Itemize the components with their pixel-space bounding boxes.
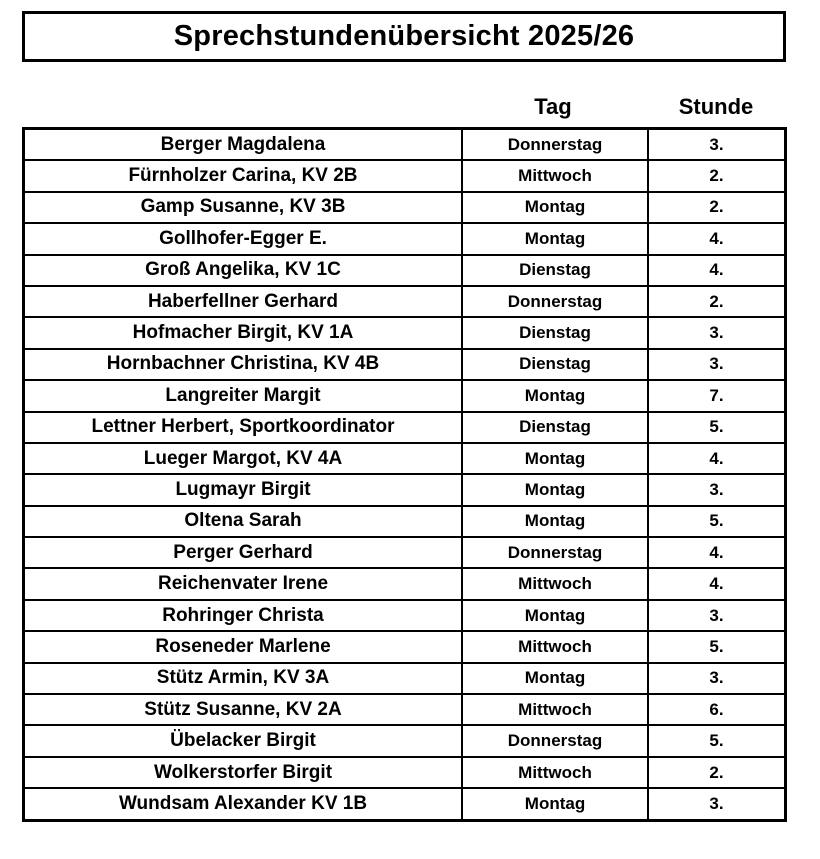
teacher-name-cell: Gollhofer-Egger E.: [24, 223, 463, 254]
teacher-name-cell: Fürnholzer Carina, KV 2B: [24, 160, 463, 191]
teacher-name-cell: Lueger Margot, KV 4A: [24, 443, 463, 474]
table-row: [24, 788, 786, 820]
lesson-hour-cell: 5.: [648, 725, 786, 756]
lesson-hour-cell: 3.: [648, 663, 786, 694]
table-row: [24, 380, 786, 411]
table-row: [24, 349, 786, 380]
weekday-cell: Mittwoch: [462, 694, 648, 725]
teacher-name-cell: Wolkerstorfer Birgit: [24, 757, 463, 788]
schedule-table: [22, 127, 787, 822]
weekday-cell: Montag: [462, 192, 648, 223]
lesson-hour-cell: 5.: [648, 412, 786, 443]
weekday-cell: Donnerstag: [462, 129, 648, 161]
table-row: [24, 600, 786, 631]
teacher-name-cell: Oltena Sarah: [24, 506, 463, 537]
weekday-cell: Donnerstag: [462, 537, 648, 568]
teacher-name-cell: Hofmacher Birgit, KV 1A: [24, 317, 463, 348]
table-row: [24, 506, 786, 537]
lesson-hour-cell: 3.: [648, 600, 786, 631]
table-row: [24, 443, 786, 474]
table-row: [24, 568, 786, 599]
teacher-name-cell: Lugmayr Birgit: [24, 474, 463, 505]
lesson-hour-cell: 4.: [648, 568, 786, 599]
table-row: [24, 694, 786, 725]
lesson-hour-cell: 2.: [648, 160, 786, 191]
table-row: [24, 160, 786, 191]
lesson-hour-cell: 2.: [648, 192, 786, 223]
teacher-name-cell: Wundsam Alexander KV 1B: [24, 788, 463, 820]
lesson-hour-cell: 4.: [648, 443, 786, 474]
weekday-cell: Montag: [462, 788, 648, 820]
teacher-name-cell: Perger Gerhard: [24, 537, 463, 568]
teacher-name-cell: Roseneder Marlene: [24, 631, 463, 662]
table-row: [24, 129, 786, 161]
weekday-cell: Montag: [462, 600, 648, 631]
table-row: [24, 474, 786, 505]
weekday-cell: Dienstag: [462, 349, 648, 380]
lesson-hour-cell: 2.: [648, 757, 786, 788]
table-row: [24, 757, 786, 788]
table-row: [24, 537, 786, 568]
weekday-cell: Mittwoch: [462, 757, 648, 788]
page-title: Sprechstundenübersicht 2025/26: [173, 20, 635, 52]
table-row: [24, 192, 786, 223]
weekday-cell: Mittwoch: [462, 568, 648, 599]
weekday-cell: Montag: [462, 474, 648, 505]
teacher-name-cell: Hornbachner Christina, KV 4B: [24, 349, 463, 380]
table-row: [24, 631, 786, 662]
weekday-cell: Dienstag: [462, 412, 648, 443]
table-row: [24, 412, 786, 443]
lesson-hour-cell: 2.: [648, 286, 786, 317]
teacher-name-cell: Langreiter Margit: [24, 380, 463, 411]
teacher-name-cell: Berger Magdalena: [24, 129, 463, 161]
lesson-hour-cell: 4.: [648, 537, 786, 568]
column-header-tag: Tag: [534, 94, 572, 119]
lesson-hour-cell: 6.: [648, 694, 786, 725]
column-header-stunde: Stunde: [678, 94, 754, 119]
lesson-hour-cell: 5.: [648, 631, 786, 662]
teacher-name-cell: Reichenvater Irene: [24, 568, 463, 599]
lesson-hour-cell: 3.: [648, 317, 786, 348]
lesson-hour-cell: 3.: [648, 349, 786, 380]
weekday-cell: Montag: [462, 380, 648, 411]
weekday-cell: Montag: [462, 443, 648, 474]
table-row: [24, 725, 786, 756]
weekday-cell: Mittwoch: [462, 160, 648, 191]
teacher-name-cell: Übelacker Birgit: [24, 725, 463, 756]
weekday-cell: Montag: [462, 506, 648, 537]
teacher-name-cell: Haberfellner Gerhard: [24, 286, 463, 317]
teacher-name-cell: Rohringer Christa: [24, 600, 463, 631]
weekday-cell: Dienstag: [462, 317, 648, 348]
schedule-table-body: [24, 129, 786, 821]
weekday-cell: Montag: [462, 663, 648, 694]
table-row: [24, 663, 786, 694]
lesson-hour-cell: 5.: [648, 506, 786, 537]
lesson-hour-cell: 3.: [648, 474, 786, 505]
lesson-hour-cell: 3.: [648, 788, 786, 820]
teacher-name-cell: Groß Angelika, KV 1C: [24, 255, 463, 286]
teacher-name-cell: Lettner Herbert, Sportkoordinator: [24, 412, 463, 443]
table-row: [24, 255, 786, 286]
table-row: [24, 286, 786, 317]
lesson-hour-cell: 4.: [648, 223, 786, 254]
lesson-hour-cell: 4.: [648, 255, 786, 286]
lesson-hour-cell: 7.: [648, 380, 786, 411]
weekday-cell: Donnerstag: [462, 286, 648, 317]
weekday-cell: Donnerstag: [462, 725, 648, 756]
weekday-cell: Mittwoch: [462, 631, 648, 662]
table-row: [24, 317, 786, 348]
lesson-hour-cell: 3.: [648, 129, 786, 161]
table-row: [24, 223, 786, 254]
teacher-name-cell: Gamp Susanne, KV 3B: [24, 192, 463, 223]
weekday-cell: Dienstag: [462, 255, 648, 286]
teacher-name-cell: Stütz Armin, KV 3A: [24, 663, 463, 694]
title-box: [22, 11, 786, 62]
weekday-cell: Montag: [462, 223, 648, 254]
teacher-name-cell: Stütz Susanne, KV 2A: [24, 694, 463, 725]
